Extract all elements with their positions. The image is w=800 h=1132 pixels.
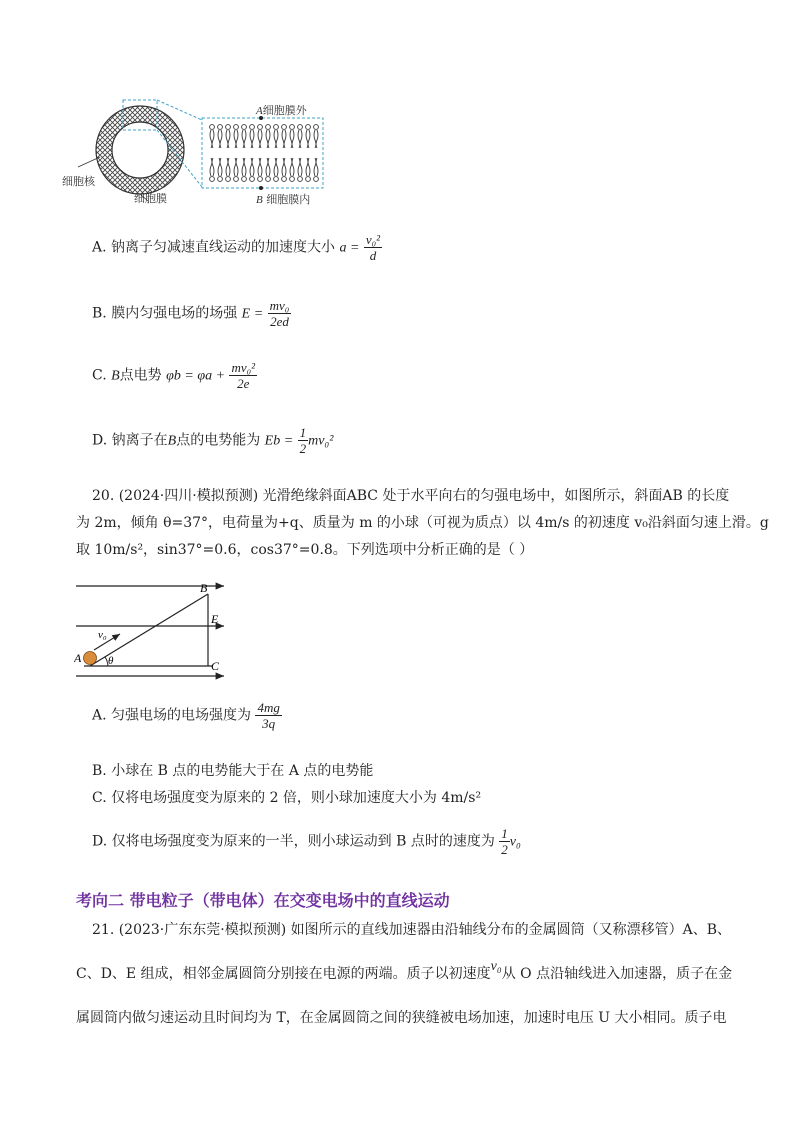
lipid-head	[266, 125, 271, 130]
lipid-head	[290, 125, 295, 130]
lipid-tail	[274, 158, 278, 176]
label-nucleus: 细胞核	[62, 175, 95, 188]
q20-option-c: C. 仅将电场强度变为原来的 2 倍，则小球加速度大小为 4m/s²	[92, 790, 482, 806]
q19-option-b: B. 膜内匀强电场的场强 E = $\frac{\text{mv₀}}{2ed}$	[92, 298, 290, 329]
lipid-tail	[290, 130, 294, 148]
lipid-tail	[218, 158, 222, 176]
lipid-tail	[250, 130, 254, 148]
lipid-tail	[258, 130, 262, 148]
lipid-head	[258, 177, 263, 182]
label-v0: v₀	[98, 629, 107, 641]
lipid-tail	[250, 158, 254, 176]
lipid-row-bottom	[210, 158, 319, 181]
q20-option-d: D. 仅将电场强度变为原来的一半，则小球运动到 B 点时的速度为 $\frac{1}{2}$ v₀	[92, 826, 521, 857]
q20-line2: 为 2m，倾角 θ=37°，电荷量为+q、质量为 m 的小球（可视为质点）以 4m/s 的初速度 v₀沿斜面匀速上滑。g	[76, 515, 769, 531]
lipid-head	[234, 177, 239, 182]
lipid-tail	[282, 158, 286, 176]
q20-option-b: B. 小球在 B 点的电势能大于在 A 点的电势能	[92, 763, 374, 779]
q19-option-c: C. B点电势 φb = φa + $\frac{\text{mv₀²}}{2e}$	[92, 360, 256, 391]
label-a: A	[74, 651, 82, 665]
lipid-head	[298, 125, 303, 130]
label-b: B	[256, 194, 263, 206]
lipid-head	[210, 177, 215, 182]
lipid-tail	[226, 130, 230, 148]
lipid-head	[274, 125, 279, 130]
lipid-head	[226, 125, 231, 130]
lipid-tail	[282, 130, 286, 148]
label-b-text: 细胞膜内	[266, 193, 311, 206]
q21-line1: 21. (2023·广东东莞·模拟预测) 如图所示的直线加速器由沿轴线分布的金属圆筒（又称漂移管）A、B、	[92, 922, 732, 938]
incline-diagram	[74, 578, 234, 684]
lipid-tail	[210, 158, 214, 176]
label-e: E	[211, 612, 219, 626]
lipid-tail	[314, 158, 318, 176]
label-theta: θ	[108, 655, 114, 667]
lipid-head	[242, 177, 247, 182]
label-c: C	[211, 659, 220, 673]
ball-icon	[84, 652, 97, 665]
cell-membrane-figure	[60, 95, 350, 210]
q20-option-a: A. 匀强电场的电场强度为 $\frac{4mg}{3q}$	[92, 700, 280, 731]
label-b: B	[200, 581, 208, 595]
lipid-tail	[306, 130, 310, 148]
lipid-head	[218, 177, 223, 182]
lipid-head	[314, 125, 319, 130]
lipid-tail	[258, 158, 262, 176]
lipid-head	[258, 125, 263, 130]
lipid-row-top	[210, 125, 319, 148]
lipid-head	[210, 125, 215, 130]
lipid-head	[242, 125, 247, 130]
lipid-tail	[306, 158, 310, 176]
lipid-tail	[266, 158, 270, 176]
lipid-tail	[242, 158, 246, 176]
label-a-text: 细胞膜外	[262, 104, 307, 117]
lipid-head	[250, 125, 255, 130]
lipid-tail	[298, 130, 302, 148]
lipid-tail	[290, 158, 294, 176]
lipid-head	[218, 125, 223, 130]
label-a: A	[256, 105, 263, 117]
q19-option-a: A. 钠离子匀减速直线运动的加速度大小 a = $\frac{\text{v₀²}}{d}$	[92, 232, 381, 263]
lipid-tail	[266, 130, 270, 148]
lipid-tail	[242, 130, 246, 148]
incline-figure	[74, 578, 234, 684]
q21-line3: 属圆筒内做匀速运动且时间均为 T，在金属圆筒之间的狭缝被电场加速，加速时电压 U 大小相同。质子电	[76, 1010, 727, 1026]
lipid-tail	[314, 130, 318, 148]
lipid-head	[234, 125, 239, 130]
lipid-head	[226, 177, 231, 182]
lipid-tail	[234, 130, 238, 148]
label-membrane: 细胞膜	[134, 192, 167, 205]
lipid-tail	[274, 130, 278, 148]
lipid-tail	[226, 158, 230, 176]
lipid-tail	[218, 130, 222, 148]
lipid-head	[290, 177, 295, 182]
lipid-head	[298, 177, 303, 182]
lipid-tail	[210, 130, 214, 148]
q20-line3: 取 10m/s²，sin37°=0.6，cos37°=0.8。下列选项中分析正确的是（ ）	[76, 542, 534, 558]
lipid-tail	[298, 158, 302, 176]
lipid-head	[306, 177, 311, 182]
lipid-head	[282, 177, 287, 182]
q20-line1: 20. (2024·四川·模拟预测) 光滑绝缘斜面ABC 处于水平向右的匀强电场中，如图所示，斜面AB 的长度	[92, 488, 730, 504]
lipid-head	[266, 177, 271, 182]
section-heading: 考向二 带电粒子（带电体）在交变电场中的直线运动	[76, 891, 450, 910]
lipid-head	[282, 125, 287, 130]
lipid-head	[306, 125, 311, 130]
lipid-head	[250, 177, 255, 182]
q21-line2: C、D、E 组成，相邻金属圆筒分别接在电源的两端。质子以初速度v₀从 O 点沿轴线进入加速器，质子在金	[76, 959, 733, 982]
lipid-head	[314, 177, 319, 182]
lipid-tail	[234, 158, 238, 176]
lipid-head	[274, 177, 279, 182]
q19-option-d: D. 钠离子在B点的电势能为 Eb = $\frac{1}{2}$ mv₀²	[92, 425, 334, 456]
